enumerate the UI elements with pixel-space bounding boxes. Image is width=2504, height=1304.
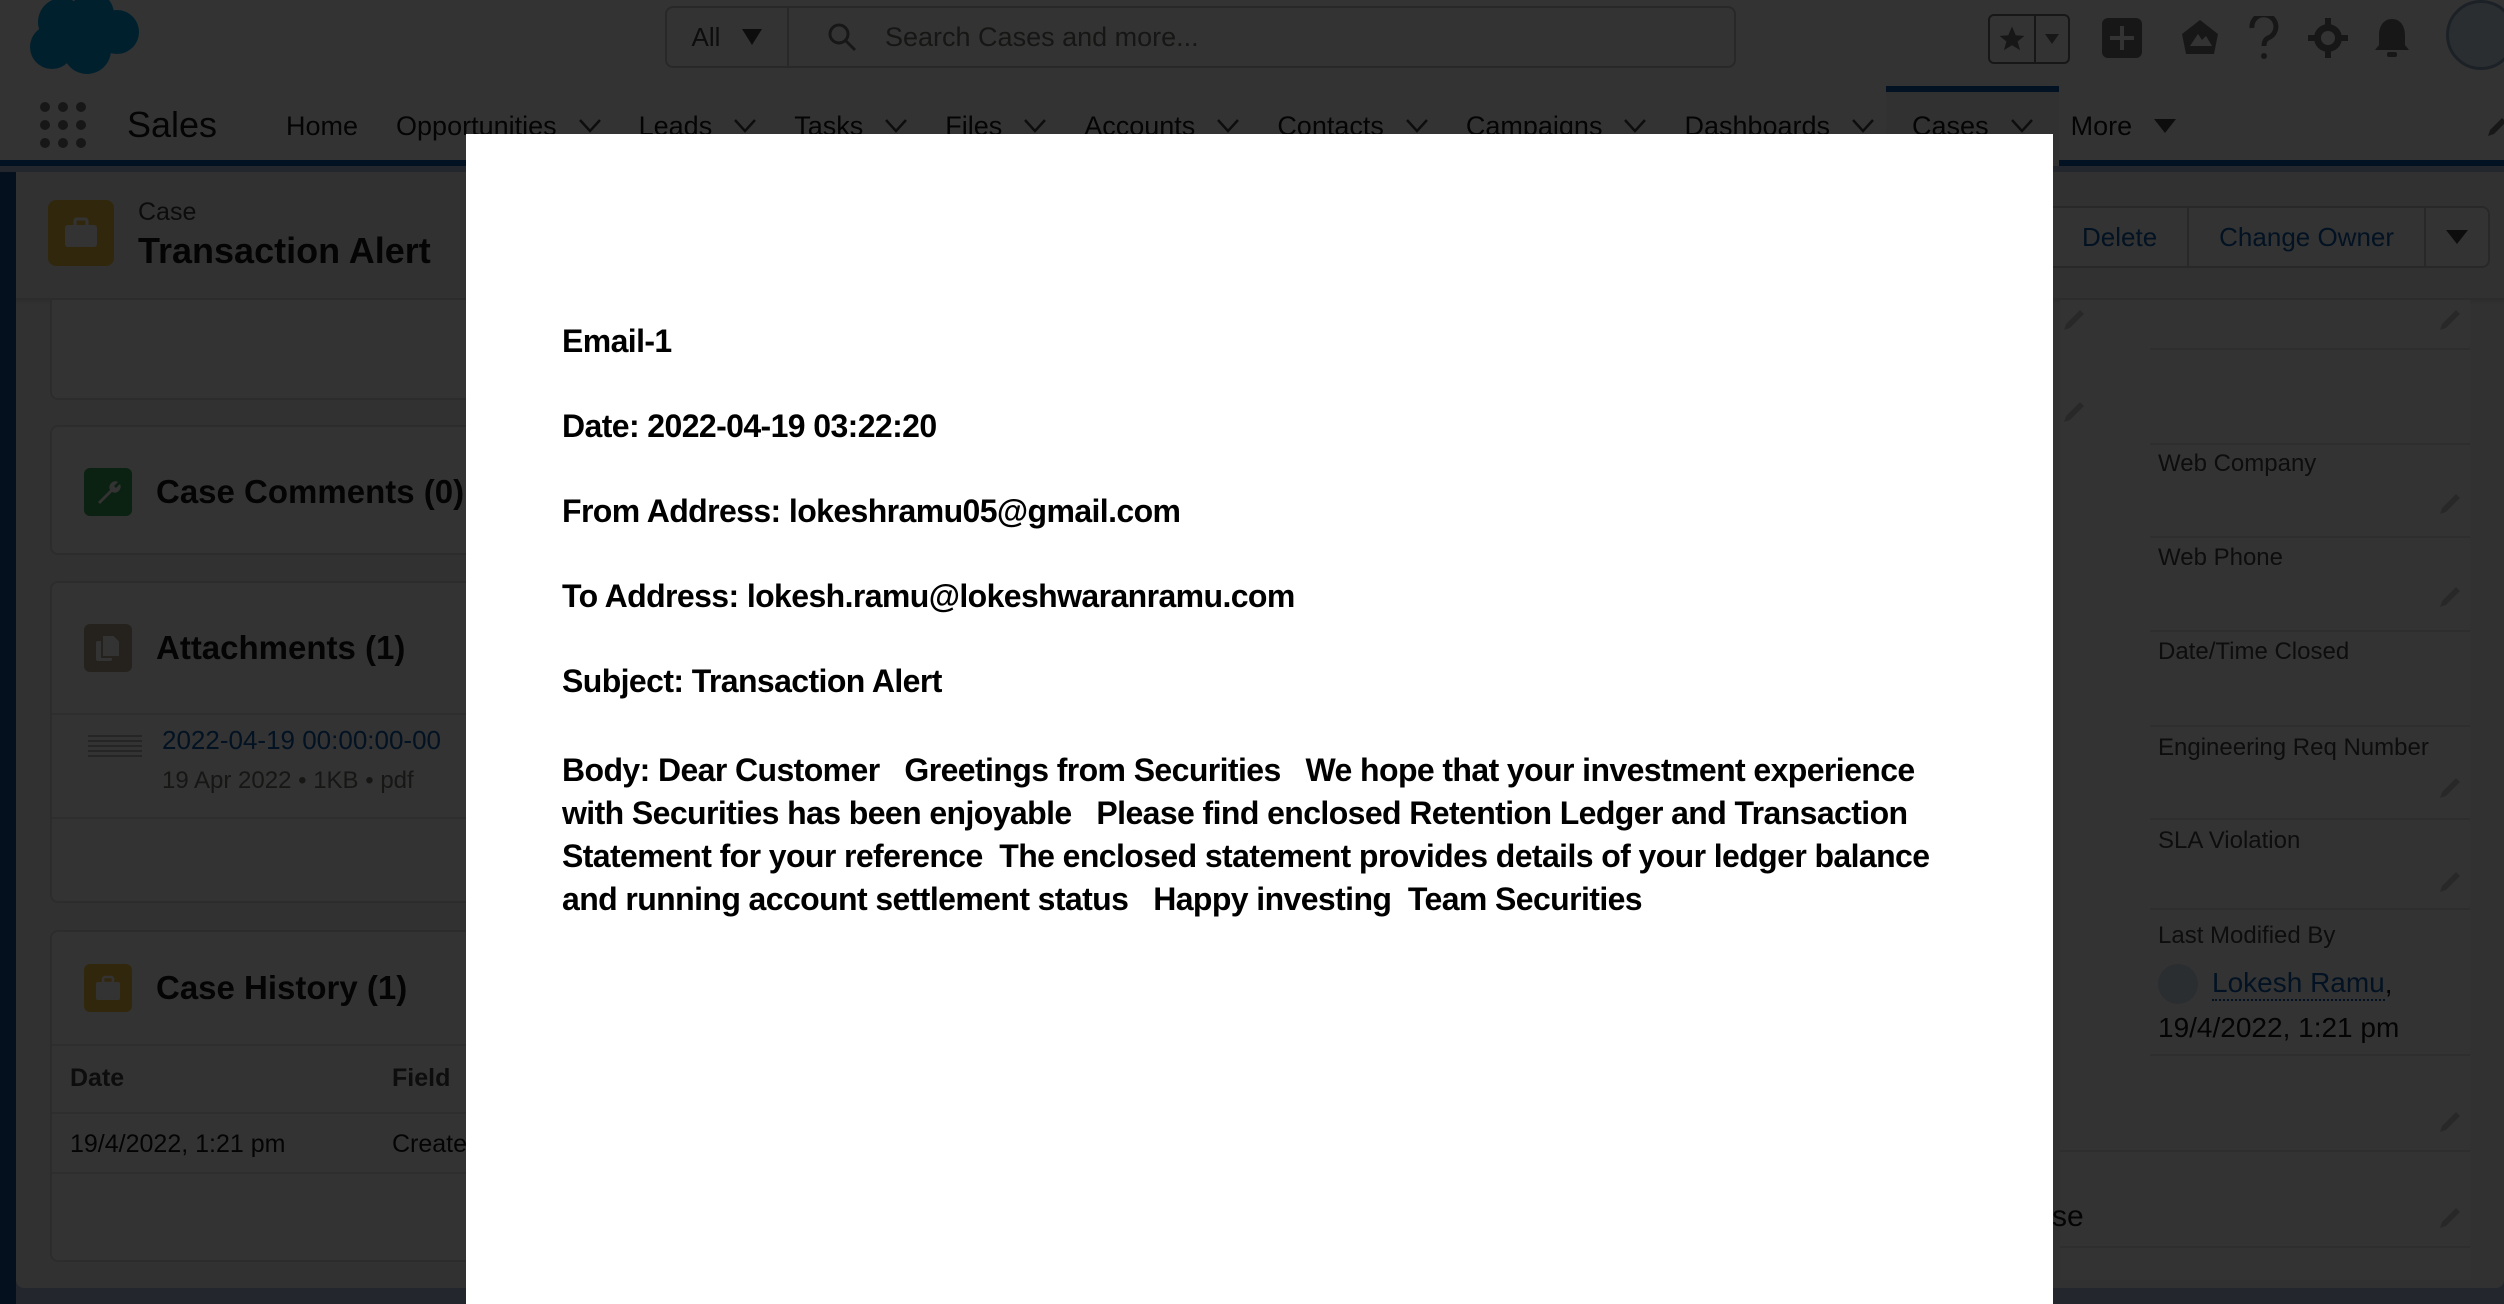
email-subject: Subject: Transaction Alert	[562, 663, 942, 699]
email-date: Date: 2022-04-19 03:22:20	[562, 408, 937, 444]
email-from-address: From Address: lokeshramu05@gmail.com	[562, 493, 1181, 529]
email-body: Body: Dear Customer Greetings from Securities We hope that your investment experience with Securities has been enjoyable Please find enclosed Retention Ledger and Transaction Statement for your reference The enclosed statement provides details of your ledger balance and running account settlement status Happy investing Team Securities	[562, 752, 1938, 917]
email-heading: Email-1	[562, 323, 672, 359]
document-page	[562, 324, 1982, 972]
file-preview-modal	[466, 134, 2053, 1304]
email-to-address: To Address: lokesh.ramu@lokeshwaranramu.com	[562, 578, 1295, 614]
